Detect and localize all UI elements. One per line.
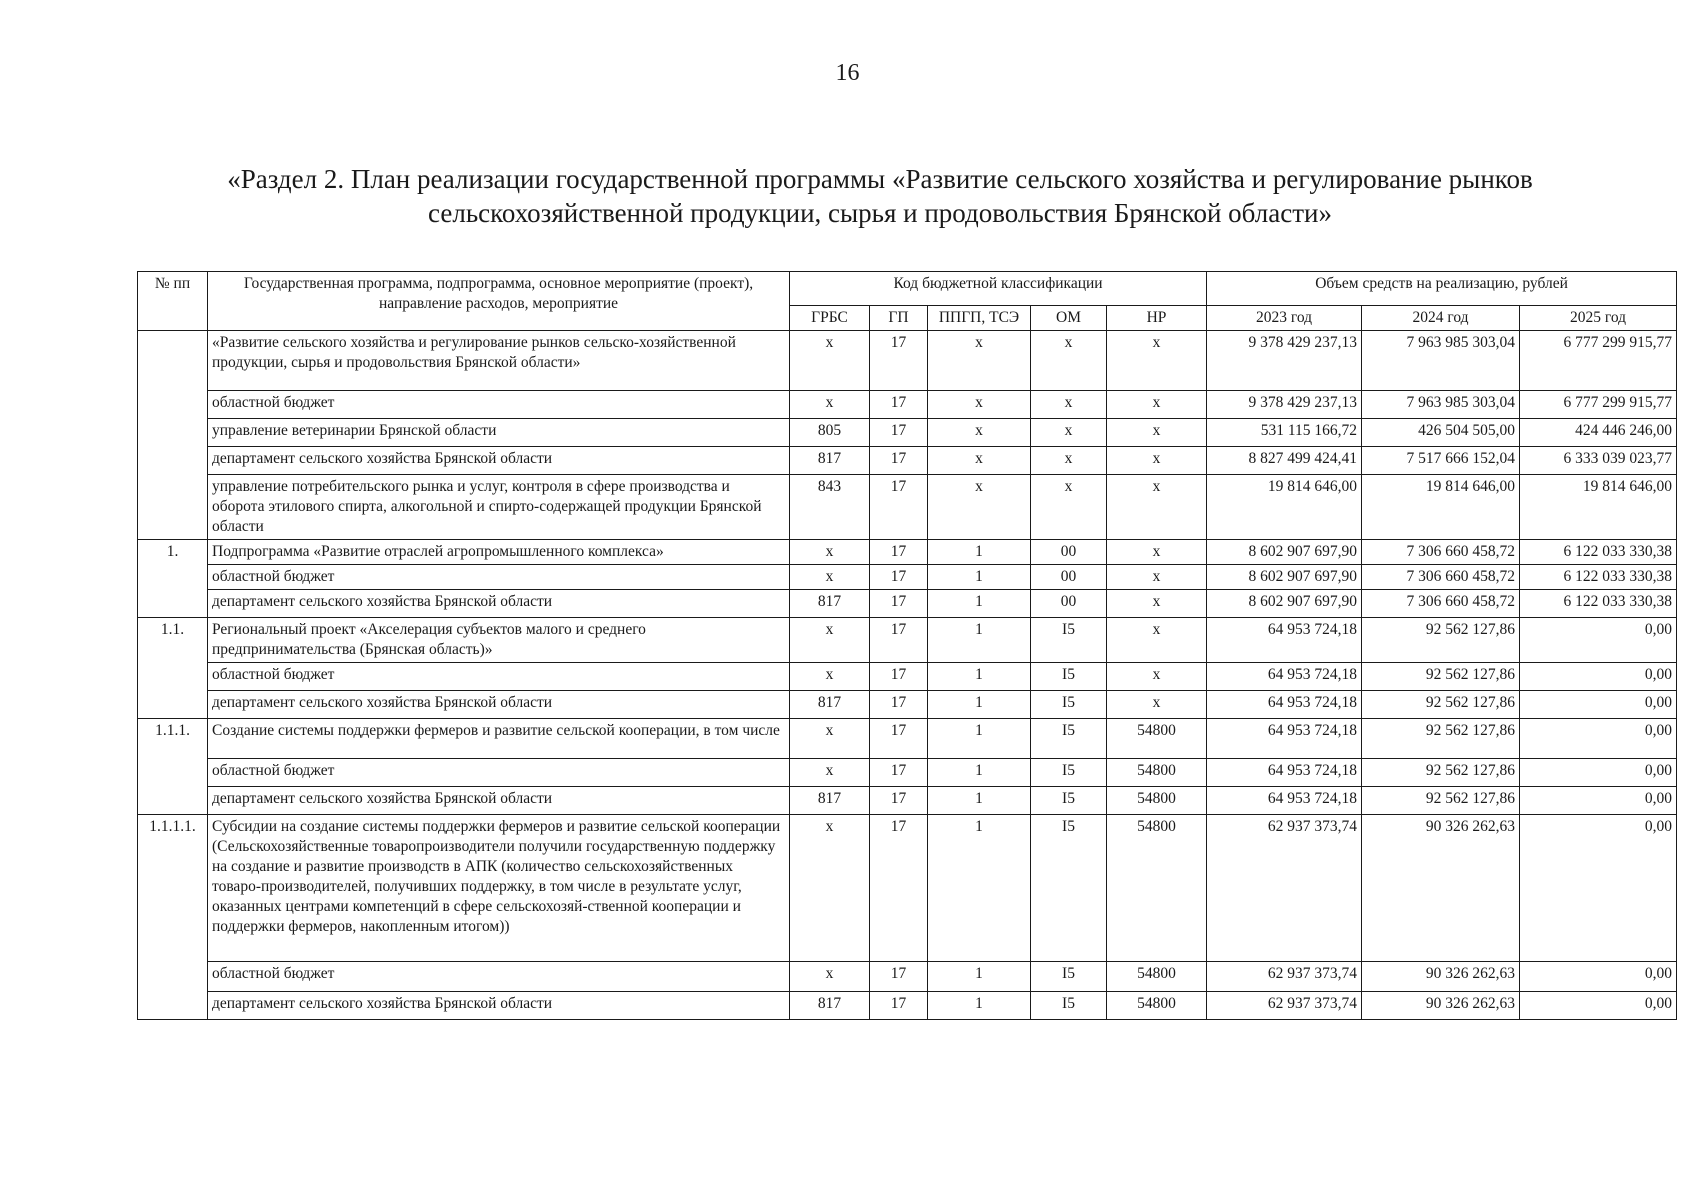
cell-num: 1.1.1. [138,719,208,759]
cell-2025: 0,00 [1520,992,1677,1020]
cell-ppgp: 1 [928,962,1031,992]
cell-name: управление потребительского рынка и услуг, контроля в сфере производства и оборота этилового спирта, алкогольной и спирто-содержащей продукции Брянской области [208,475,790,540]
cell-om: I5 [1031,618,1107,663]
table-body [138,331,1677,1020]
cell-name: Создание системы поддержки фермеров и развитие сельской кооперации, в том числе [208,719,790,759]
cell-num [138,590,208,618]
table-row [138,565,1677,590]
cell-2024: 90 326 262,63 [1362,992,1520,1020]
section-title [120,162,1640,230]
cell-num [138,992,208,1020]
cell-om: I5 [1031,759,1107,787]
cell-grbs: 817 [790,590,870,618]
cell-name: областной бюджет [208,663,790,691]
cell-nr: 54800 [1107,992,1207,1020]
cell-name: «Развитие сельского хозяйства и регулирование рынков сельско-хозяйственной продукции, сырья и продовольствия Брянской области» [208,331,790,391]
table-header [138,272,1677,331]
cell-ppgp: х [928,419,1031,447]
cell-om: 00 [1031,565,1107,590]
cell-2023: 62 937 373,74 [1207,815,1362,962]
cell-om: I5 [1031,663,1107,691]
cell-grbs: х [790,391,870,419]
cell-om: I5 [1031,962,1107,992]
cell-ppgp: х [928,447,1031,475]
cell-ppgp: 1 [928,618,1031,663]
cell-om: 00 [1031,540,1107,565]
cell-grbs: х [790,565,870,590]
cell-2024: 7 517 666 152,04 [1362,447,1520,475]
cell-2023: 8 602 907 697,90 [1207,540,1362,565]
cell-grbs: 817 [790,992,870,1020]
cell-gp: 17 [870,590,928,618]
cell-name: Субсидии на создание системы поддержки фермеров и развитие сельской кооперации (Сельскохозяйственные товаропроизводители получили государственную поддержку на создание и развитие производств в АПК (количество сельскохозяйственных товаро-производителей, получивших поддержку, в том числе в результате услуг, оказанных центрами компетенций в сфере сельскохозяй-ственной кооперации и поддержки фермеров, накопленным итогом)) [208,815,790,962]
cell-2023: 64 953 724,18 [1207,759,1362,787]
table-row [138,590,1677,618]
cell-2023: 8 827 499 424,41 [1207,447,1362,475]
cell-nr: 54800 [1107,787,1207,815]
cell-gp: 17 [870,663,928,691]
table-row [138,992,1677,1020]
header-funds-group: Объем средств на реализацию, рублей [1207,272,1677,306]
cell-ppgp: 1 [928,663,1031,691]
cell-2024: 7 306 660 458,72 [1362,590,1520,618]
cell-grbs: х [790,815,870,962]
header-grbs: ГРБС [790,306,870,331]
cell-gp: 17 [870,419,928,447]
cell-num [138,691,208,719]
cell-2023: 9 378 429 237,13 [1207,331,1362,391]
cell-grbs: х [790,719,870,759]
cell-ppgp: 1 [928,719,1031,759]
cell-2024: 90 326 262,63 [1362,815,1520,962]
cell-name: департамент сельского хозяйства Брянской области [208,447,790,475]
cell-2025: 6 333 039 023,77 [1520,447,1677,475]
cell-nr: х [1107,475,1207,540]
cell-2025: 0,00 [1520,787,1677,815]
cell-2023: 19 814 646,00 [1207,475,1362,540]
header-num: № пп [138,272,208,331]
cell-name: департамент сельского хозяйства Брянской области [208,787,790,815]
cell-name: департамент сельского хозяйства Брянской области [208,590,790,618]
cell-grbs: х [790,759,870,787]
cell-om: I5 [1031,719,1107,759]
cell-2023: 9 378 429 237,13 [1207,391,1362,419]
table-row [138,447,1677,475]
cell-ppgp: х [928,391,1031,419]
cell-ppgp: 1 [928,787,1031,815]
cell-2024: 426 504 505,00 [1362,419,1520,447]
header-om: ОМ [1031,306,1107,331]
cell-om: 00 [1031,590,1107,618]
table-row [138,759,1677,787]
cell-2025: 0,00 [1520,663,1677,691]
cell-nr: х [1107,391,1207,419]
cell-gp: 17 [870,759,928,787]
cell-gp: 17 [870,618,928,663]
cell-2024: 7 963 985 303,04 [1362,391,1520,419]
cell-nr: 54800 [1107,719,1207,759]
cell-nr: х [1107,618,1207,663]
cell-gp: 17 [870,691,928,719]
header-gp: ГП [870,306,928,331]
cell-grbs: х [790,331,870,391]
cell-num: 1.1.1.1. [138,815,208,962]
cell-2024: 92 562 127,86 [1362,663,1520,691]
header-ppgp: ППГП, ТСЭ [928,306,1031,331]
cell-ppgp: 1 [928,691,1031,719]
cell-2025: 19 814 646,00 [1520,475,1677,540]
cell-name: департамент сельского хозяйства Брянской области [208,691,790,719]
cell-gp: 17 [870,331,928,391]
cell-num [138,787,208,815]
cell-nr: х [1107,590,1207,618]
cell-nr: х [1107,663,1207,691]
cell-gp: 17 [870,565,928,590]
cell-2025: 0,00 [1520,719,1677,759]
cell-nr: 54800 [1107,962,1207,992]
cell-gp: 17 [870,447,928,475]
cell-2025: 6 122 033 330,38 [1520,565,1677,590]
cell-2023: 64 953 724,18 [1207,691,1362,719]
cell-gp: 17 [870,992,928,1020]
cell-om: I5 [1031,992,1107,1020]
table-row [138,663,1677,691]
cell-om: х [1031,391,1107,419]
implementation-plan-table [137,271,1677,1020]
cell-num [138,565,208,590]
cell-2025: 6 122 033 330,38 [1520,540,1677,565]
cell-om: I5 [1031,691,1107,719]
cell-2024: 7 306 660 458,72 [1362,540,1520,565]
cell-2024: 92 562 127,86 [1362,618,1520,663]
table-row [138,719,1677,759]
cell-2025: 0,00 [1520,618,1677,663]
cell-gp: 17 [870,391,928,419]
table-row [138,540,1677,565]
header-nr: НР [1107,306,1207,331]
cell-num [138,962,208,992]
cell-nr: х [1107,540,1207,565]
cell-nr: х [1107,331,1207,391]
cell-num [138,419,208,447]
cell-ppgp: 1 [928,992,1031,1020]
table-row [138,815,1677,962]
cell-name: областной бюджет [208,565,790,590]
table-row [138,331,1677,391]
cell-gp: 17 [870,540,928,565]
cell-nr: х [1107,419,1207,447]
cell-2025: 0,00 [1520,815,1677,962]
cell-om: х [1031,475,1107,540]
cell-om: I5 [1031,787,1107,815]
cell-ppgp: 1 [928,590,1031,618]
cell-2025: 0,00 [1520,759,1677,787]
cell-nr: х [1107,565,1207,590]
table-row [138,391,1677,419]
cell-ppgp: х [928,331,1031,391]
cell-2025: 6 122 033 330,38 [1520,590,1677,618]
cell-2024: 90 326 262,63 [1362,962,1520,992]
header-2023: 2023 год [1207,306,1362,331]
cell-2023: 64 953 724,18 [1207,663,1362,691]
cell-name: областной бюджет [208,962,790,992]
cell-name: областной бюджет [208,759,790,787]
cell-ppgp: 1 [928,540,1031,565]
cell-grbs: х [790,962,870,992]
cell-om: х [1031,331,1107,391]
cell-grbs: 817 [790,447,870,475]
cell-2023: 64 953 724,18 [1207,618,1362,663]
cell-nr: х [1107,691,1207,719]
table-row [138,475,1677,540]
cell-grbs: х [790,618,870,663]
cell-nr: 54800 [1107,815,1207,962]
cell-2023: 8 602 907 697,90 [1207,565,1362,590]
table-row [138,618,1677,663]
cell-2023: 8 602 907 697,90 [1207,590,1362,618]
cell-2023: 64 953 724,18 [1207,787,1362,815]
cell-ppgp: х [928,475,1031,540]
cell-num [138,475,208,540]
table-row [138,787,1677,815]
cell-grbs: 805 [790,419,870,447]
table-row [138,691,1677,719]
header-row-1 [138,272,1677,306]
cell-2023: 531 115 166,72 [1207,419,1362,447]
header-2025: 2025 год [1520,306,1677,331]
cell-2024: 92 562 127,86 [1362,719,1520,759]
cell-2024: 19 814 646,00 [1362,475,1520,540]
cell-2024: 7 963 985 303,04 [1362,331,1520,391]
cell-2024: 92 562 127,86 [1362,787,1520,815]
cell-nr: х [1107,447,1207,475]
header-name: Государственная программа, подпрограмма, основное мероприятие (проект), направление расходов, мероприятие [208,272,790,331]
cell-num: 1.1. [138,618,208,663]
cell-2025: 6 777 299 915,77 [1520,391,1677,419]
cell-gp: 17 [870,962,928,992]
cell-num [138,331,208,391]
cell-grbs: 817 [790,787,870,815]
cell-name: областной бюджет [208,391,790,419]
cell-2024: 7 306 660 458,72 [1362,565,1520,590]
cell-name: Подпрограмма «Развитие отраслей агропромышленного комплекса» [208,540,790,565]
cell-2025: 6 777 299 915,77 [1520,331,1677,391]
cell-om: I5 [1031,815,1107,962]
cell-gp: 17 [870,787,928,815]
section-title-line-1: «Раздел 2. План реализации государственной программы «Развитие сельского хозяйства и регулирование рынков [227,164,1533,194]
cell-grbs: х [790,540,870,565]
cell-grbs: 843 [790,475,870,540]
page-number: 16 [835,60,860,86]
cell-2023: 62 937 373,74 [1207,962,1362,992]
cell-gp: 17 [870,719,928,759]
cell-om: х [1031,447,1107,475]
table-row [138,962,1677,992]
cell-name: Региональный проект «Акселерация субъектов малого и среднего предпринимательства (Брянская область)» [208,618,790,663]
header-kbk-group: Код бюджетной классификации [790,272,1207,306]
table-row [138,419,1677,447]
cell-ppgp: 1 [928,815,1031,962]
cell-2023: 64 953 724,18 [1207,719,1362,759]
header-2024: 2024 год [1362,306,1520,331]
cell-grbs: х [790,663,870,691]
cell-num [138,447,208,475]
cell-2025: 424 446 246,00 [1520,419,1677,447]
cell-ppgp: 1 [928,565,1031,590]
cell-num [138,663,208,691]
cell-grbs: 817 [790,691,870,719]
cell-om: х [1031,419,1107,447]
cell-name: управление ветеринарии Брянской области [208,419,790,447]
cell-name: департамент сельского хозяйства Брянской области [208,992,790,1020]
section-title-line-2: сельскохозяйственной продукции, сырья и продовольствия Брянской области» [428,198,1332,228]
cell-nr: 54800 [1107,759,1207,787]
cell-gp: 17 [870,815,928,962]
cell-2025: 0,00 [1520,691,1677,719]
cell-2023: 62 937 373,74 [1207,992,1362,1020]
cell-2024: 92 562 127,86 [1362,691,1520,719]
cell-num [138,391,208,419]
cell-2024: 92 562 127,86 [1362,759,1520,787]
cell-gp: 17 [870,475,928,540]
cell-2025: 0,00 [1520,962,1677,992]
cell-num: 1. [138,540,208,565]
cell-ppgp: 1 [928,759,1031,787]
cell-num [138,759,208,787]
